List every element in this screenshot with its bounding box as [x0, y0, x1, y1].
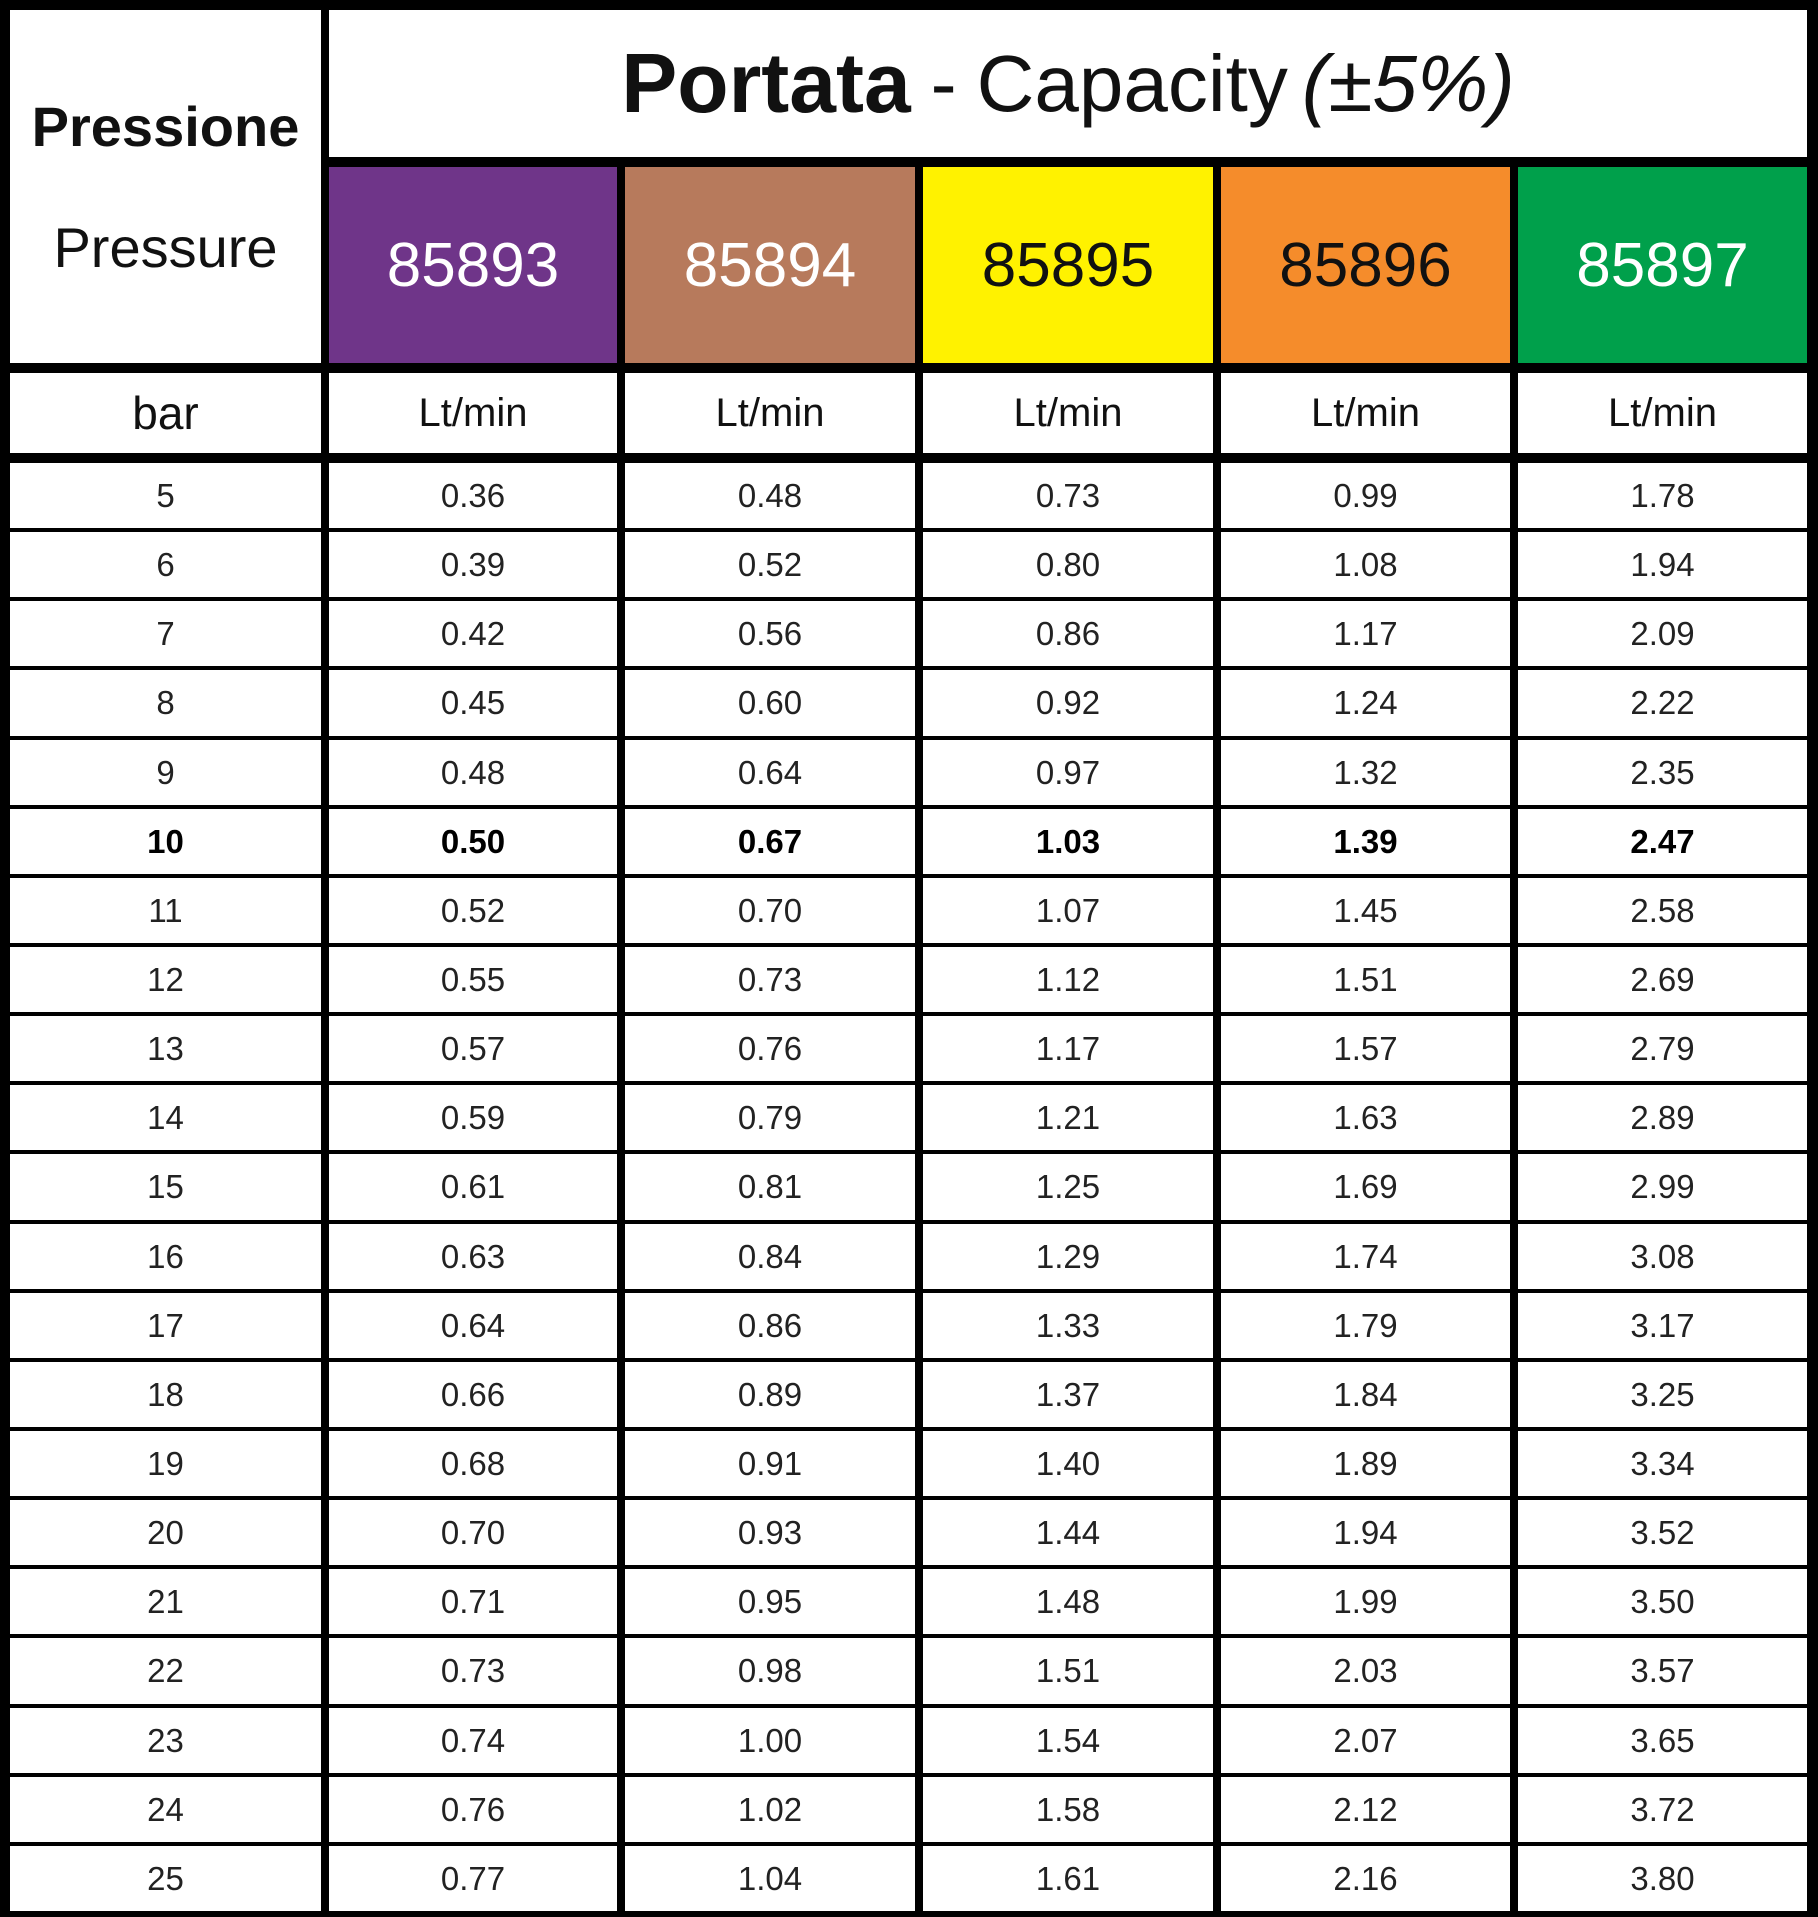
flow-value-85895: 1.51 [923, 1638, 1213, 1704]
flow-value-85893: 0.52 [329, 878, 617, 943]
flow-value-85895: 1.17 [923, 1016, 1213, 1081]
flow-value-85894: 1.00 [625, 1708, 915, 1773]
pressure-value: 22 [10, 1638, 321, 1704]
flow-value-85894: 0.76 [625, 1016, 915, 1081]
flow-value-85897: 2.79 [1518, 1016, 1807, 1081]
flow-value-85897: 2.69 [1518, 947, 1807, 1012]
flow-value-85894: 0.95 [625, 1569, 915, 1634]
model-code-85894: 85894 [625, 167, 915, 363]
flow-value-85896: 1.32 [1221, 740, 1510, 805]
flow-value-85897: 3.50 [1518, 1569, 1807, 1634]
pressure-value: 15 [10, 1154, 321, 1220]
flow-value-85895: 1.54 [923, 1708, 1213, 1773]
flow-value-85894: 0.81 [625, 1154, 915, 1220]
flow-value-85897: 3.52 [1518, 1500, 1807, 1565]
flow-value-85896: 1.74 [1221, 1224, 1510, 1289]
flow-value-85896: 1.08 [1221, 532, 1510, 597]
model-code-85893: 85893 [329, 167, 617, 363]
flow-value-85893: 0.36 [329, 463, 617, 528]
flow-value-85895: 0.97 [923, 740, 1213, 805]
title-dash: - [930, 39, 957, 127]
pressure-value: 8 [10, 670, 321, 736]
pressure-value: 7 [10, 601, 321, 666]
flow-value-85895: 1.37 [923, 1362, 1213, 1427]
flow-value-85893: 0.57 [329, 1016, 617, 1081]
flow-value-85893: 0.64 [329, 1293, 617, 1358]
flow-value-85894: 1.02 [625, 1777, 915, 1842]
flow-value-85896: 2.12 [1221, 1777, 1510, 1842]
pressure-value: 17 [10, 1293, 321, 1358]
pressure-value: 9 [10, 740, 321, 805]
table-title [329, 10, 1807, 157]
pressure-value: 21 [10, 1569, 321, 1634]
pressure-label-it: Pressione [31, 94, 300, 158]
model-code-85895: 85895 [923, 167, 1213, 363]
flow-value-85897: 2.99 [1518, 1154, 1807, 1220]
flow-value-85897: 2.09 [1518, 601, 1807, 666]
flow-value-85895: 1.25 [923, 1154, 1213, 1220]
title-tolerance: (±5%) [1301, 38, 1515, 128]
unit-flow: Lt/min [923, 373, 1213, 453]
flow-value-85895: 0.92 [923, 670, 1213, 736]
pressure-value: 14 [10, 1085, 321, 1150]
title-portata: Portata [621, 36, 911, 130]
flow-value-85896: 2.03 [1221, 1638, 1510, 1704]
flow-value-85896: 1.69 [1221, 1154, 1510, 1220]
flow-value-85896: 1.39 [1221, 809, 1510, 874]
flow-value-85895: 1.40 [923, 1431, 1213, 1496]
flow-value-85893: 0.45 [329, 670, 617, 736]
flow-value-85894: 0.86 [625, 1293, 915, 1358]
model-code-85896: 85896 [1221, 167, 1510, 363]
flow-value-85897: 3.65 [1518, 1708, 1807, 1773]
flow-value-85897: 2.22 [1518, 670, 1807, 736]
flow-value-85897: 3.08 [1518, 1224, 1807, 1289]
flow-value-85897: 2.35 [1518, 740, 1807, 805]
pressure-label-en: Pressure [53, 215, 278, 279]
flow-value-85897: 1.78 [1518, 463, 1807, 528]
flow-value-85895: 0.73 [923, 463, 1213, 528]
flow-value-85894: 0.52 [625, 532, 915, 597]
flow-value-85897: 3.80 [1518, 1846, 1807, 1911]
flow-value-85895: 1.33 [923, 1293, 1213, 1358]
flow-value-85894: 0.60 [625, 670, 915, 736]
pressure-value: 12 [10, 947, 321, 1012]
unit-bar: bar [10, 373, 321, 453]
flow-value-85893: 0.50 [329, 809, 617, 874]
title-capacity: Capacity [976, 38, 1288, 128]
flow-value-85897: 2.47 [1518, 809, 1807, 874]
flow-value-85896: 1.84 [1221, 1362, 1510, 1427]
flow-value-85895: 1.58 [923, 1777, 1213, 1842]
pressure-value: 5 [10, 463, 321, 528]
flow-value-85896: 1.89 [1221, 1431, 1510, 1496]
flow-value-85897: 2.89 [1518, 1085, 1807, 1150]
flow-value-85894: 0.73 [625, 947, 915, 1012]
flow-value-85896: 1.63 [1221, 1085, 1510, 1150]
pressure-header [10, 10, 321, 363]
flow-value-85894: 0.64 [625, 740, 915, 805]
flow-value-85893: 0.68 [329, 1431, 617, 1496]
flow-value-85894: 0.91 [625, 1431, 915, 1496]
pressure-value: 10 [10, 809, 321, 874]
flow-value-85897: 3.17 [1518, 1293, 1807, 1358]
flow-value-85895: 0.80 [923, 532, 1213, 597]
pressure-value: 19 [10, 1431, 321, 1496]
flow-value-85896: 0.99 [1221, 463, 1510, 528]
flow-value-85893: 0.74 [329, 1708, 617, 1773]
unit-flow: Lt/min [329, 373, 617, 453]
flow-value-85897: 3.25 [1518, 1362, 1807, 1427]
flow-value-85894: 0.98 [625, 1638, 915, 1704]
flow-value-85894: 0.89 [625, 1362, 915, 1427]
flow-value-85896: 1.24 [1221, 670, 1510, 736]
flow-value-85896: 1.79 [1221, 1293, 1510, 1358]
flow-value-85897: 3.34 [1518, 1431, 1807, 1496]
flow-value-85894: 0.93 [625, 1500, 915, 1565]
flow-value-85895: 1.12 [923, 947, 1213, 1012]
flow-value-85893: 0.48 [329, 740, 617, 805]
pressure-value: 13 [10, 1016, 321, 1081]
pressure-value: 18 [10, 1362, 321, 1427]
flow-value-85895: 1.03 [923, 809, 1213, 874]
flow-value-85896: 1.57 [1221, 1016, 1510, 1081]
flow-value-85894: 0.67 [625, 809, 915, 874]
flow-value-85897: 2.58 [1518, 878, 1807, 943]
flow-value-85893: 0.63 [329, 1224, 617, 1289]
flow-value-85893: 0.59 [329, 1085, 617, 1150]
flow-value-85895: 1.29 [923, 1224, 1213, 1289]
pressure-value: 25 [10, 1846, 321, 1911]
flow-value-85893: 0.70 [329, 1500, 617, 1565]
flow-value-85894: 0.56 [625, 601, 915, 666]
flow-value-85893: 0.61 [329, 1154, 617, 1220]
unit-flow: Lt/min [1518, 373, 1807, 453]
pressure-value: 20 [10, 1500, 321, 1565]
flow-value-85893: 0.55 [329, 947, 617, 1012]
model-code-85897: 85897 [1518, 167, 1807, 363]
flow-value-85893: 0.66 [329, 1362, 617, 1427]
flow-value-85895: 1.07 [923, 878, 1213, 943]
flow-value-85893: 0.77 [329, 1846, 617, 1911]
flow-value-85894: 0.48 [625, 463, 915, 528]
flow-value-85896: 1.51 [1221, 947, 1510, 1012]
flow-value-85895: 1.61 [923, 1846, 1213, 1911]
flow-value-85893: 0.39 [329, 532, 617, 597]
flow-value-85895: 0.86 [923, 601, 1213, 666]
pressure-value: 24 [10, 1777, 321, 1842]
flow-value-85896: 1.45 [1221, 878, 1510, 943]
flow-value-85897: 3.72 [1518, 1777, 1807, 1842]
pressure-value: 16 [10, 1224, 321, 1289]
flow-value-85896: 2.16 [1221, 1846, 1510, 1911]
flow-value-85896: 1.99 [1221, 1569, 1510, 1634]
flow-value-85893: 0.42 [329, 601, 617, 666]
pressure-value: 6 [10, 532, 321, 597]
unit-flow: Lt/min [1221, 373, 1510, 453]
flow-value-85894: 0.79 [625, 1085, 915, 1150]
flow-value-85893: 0.76 [329, 1777, 617, 1842]
flow-value-85894: 0.70 [625, 878, 915, 943]
flow-value-85897: 3.57 [1518, 1638, 1807, 1704]
pressure-value: 23 [10, 1708, 321, 1773]
flow-value-85897: 1.94 [1518, 532, 1807, 597]
flow-value-85893: 0.73 [329, 1638, 617, 1704]
pressure-value: 11 [10, 878, 321, 943]
flow-value-85893: 0.71 [329, 1569, 617, 1634]
flow-value-85896: 1.17 [1221, 601, 1510, 666]
flow-value-85895: 1.48 [923, 1569, 1213, 1634]
unit-flow: Lt/min [625, 373, 915, 453]
flow-value-85895: 1.44 [923, 1500, 1213, 1565]
flow-value-85895: 1.21 [923, 1085, 1213, 1150]
flow-value-85894: 0.84 [625, 1224, 915, 1289]
flow-value-85896: 1.94 [1221, 1500, 1510, 1565]
flow-value-85896: 2.07 [1221, 1708, 1510, 1773]
flow-value-85894: 1.04 [625, 1846, 915, 1911]
